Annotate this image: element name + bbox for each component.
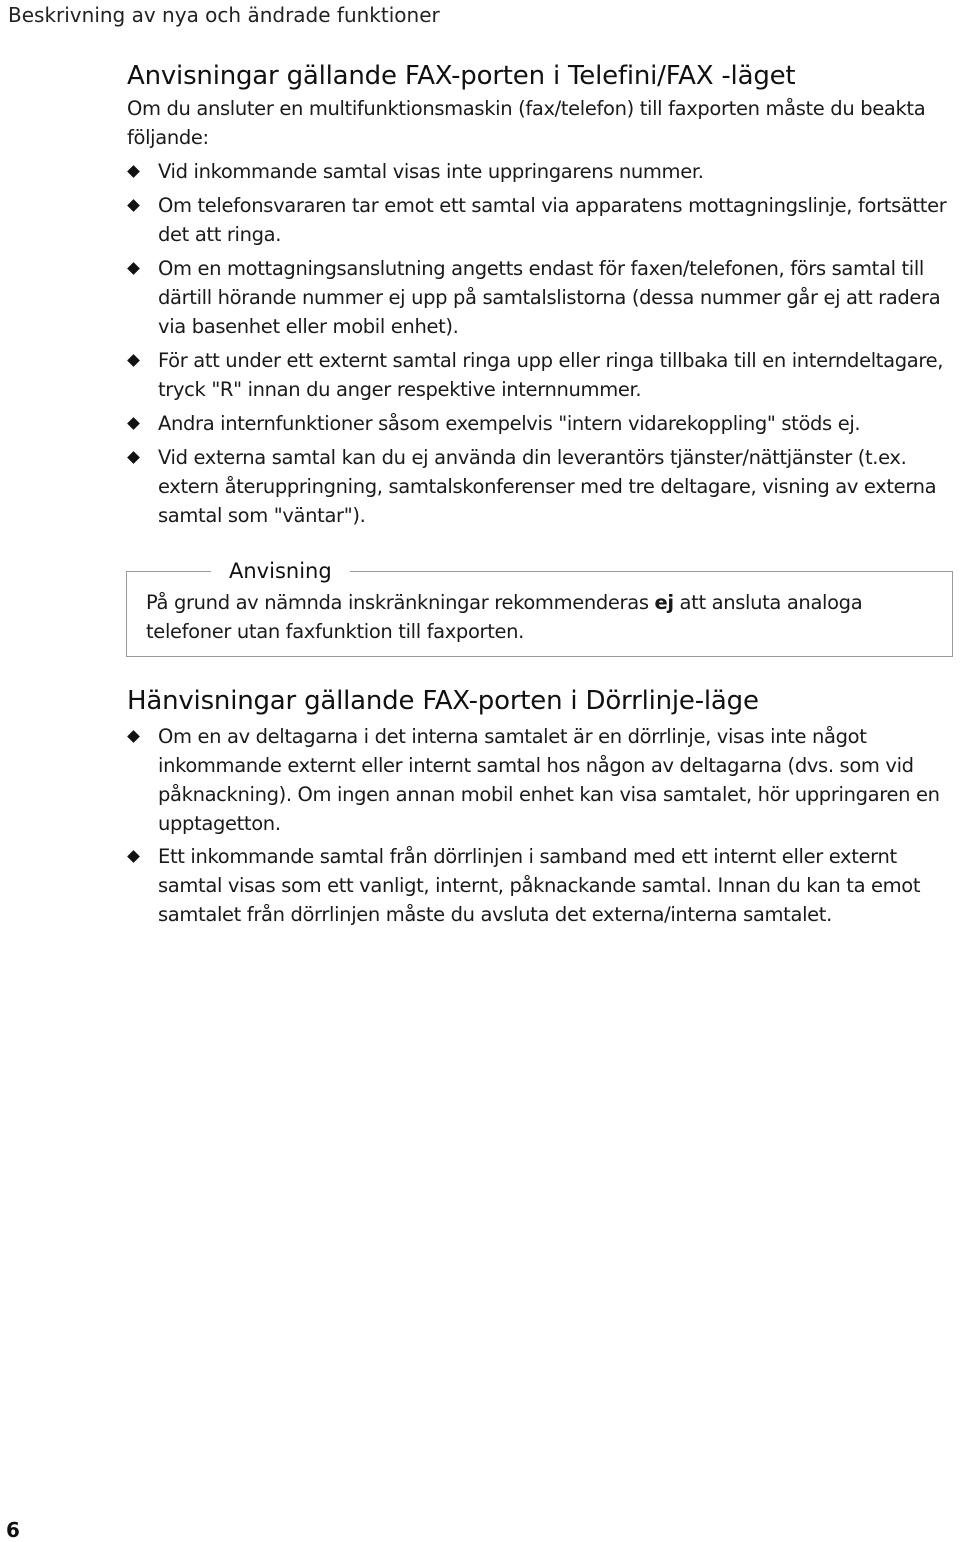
page-content — [127, 59, 953, 929]
list-item-text: Ett inkommande samtal från dörrlinjen i samband med ett internt eller externt samtal visas som ett vanligt, internt, påknackande samtal. Innan du kan ta emot samtalet från dörrlinjen måste du avsluta det externa/interna samtalet. — [158, 845, 921, 926]
diamond-bullet-icon — [127, 354, 140, 367]
list-item — [127, 409, 953, 438]
notice-box — [126, 559, 953, 657]
diamond-bullet-icon — [127, 730, 140, 743]
list-item-text: Vid externa samtal kan du ej använda din leverantörs tjänster/nättjänster (t.ex. extern återuppringning, samtalskonferenser med tre deltagare, visning av externa samtal som "väntar"). — [158, 446, 937, 527]
list-item — [127, 157, 953, 186]
list-item — [127, 346, 953, 404]
bullet-list-door-line — [127, 722, 953, 929]
list-item-text: Vid inkommande samtal visas inte uppringarens nummer. — [158, 160, 704, 183]
diamond-bullet-icon — [127, 165, 140, 178]
diamond-bullet-icon — [127, 451, 140, 464]
list-item — [127, 254, 953, 341]
list-item-text: Andra internfunktioner såsom exempelvis "intern vidarekoppling" stöds ej. — [158, 412, 861, 435]
list-item-text: Om en av deltagarna i det interna samtalet är en dörrlinje, visas inte något inkommande externt eller internt samtal hos någon av deltagarna (dvs. som vid påknackning). Om ingen annan mobil enhet kan visa samtalet, hör uppringaren en upptagetton. — [158, 725, 940, 835]
diamond-bullet-icon — [127, 262, 140, 275]
list-item — [127, 191, 953, 249]
notice-text-before: På grund av nämnda inskränkningar rekommenderas — [146, 591, 655, 614]
notice-text — [146, 588, 940, 646]
diamond-bullet-icon — [127, 199, 140, 212]
list-item-text: Om en mottagningsanslutning angetts endast för faxen/telefonen, förs samtal till därtill hörande nummer ej upp på samtalslistorna (dessa nummer går ej att radera via basenhet eller mobil enhet). — [158, 257, 941, 338]
list-item — [127, 842, 953, 929]
diamond-bullet-icon — [127, 850, 140, 863]
list-item-text: Om telefonsvararen tar emot ett samtal via apparatens mottagningslinje, fortsätter det att ringa. — [158, 194, 947, 246]
list-item — [127, 722, 953, 838]
notice-text-emphasis: ej — [654, 591, 674, 614]
section-heading-door-line: Hänvisningar gällande FAX-porten i Dörrlinje-läge — [127, 686, 759, 716]
section-heading-fax-telefini: Anvisningar gällande FAX-porten i Telefini/FAX -läget — [127, 61, 796, 91]
notice-title: Anvisning — [211, 556, 350, 586]
notice-text-after: att ansluta analoga telefoner utan faxfunktion till faxporten. — [146, 591, 863, 643]
section-intro: Om du ansluter en multifunktionsmaskin (fax/telefon) till faxporten måste du beakta följande: — [127, 97, 926, 149]
list-item-text: För att under ett externt samtal ringa upp eller ringa tillbaka till en interndeltagare, tryck "R" innan du anger respektive internnummer. — [158, 349, 944, 401]
running-header: Beskrivning av nya och ändrade funktioner — [8, 3, 440, 27]
list-item — [127, 443, 953, 530]
bullet-list-fax-telefini — [127, 157, 953, 530]
section-fax-telefini — [127, 59, 953, 530]
page-number: 6 — [6, 1518, 20, 1542]
diamond-bullet-icon — [127, 417, 140, 430]
section-fax-door-line — [127, 684, 953, 929]
